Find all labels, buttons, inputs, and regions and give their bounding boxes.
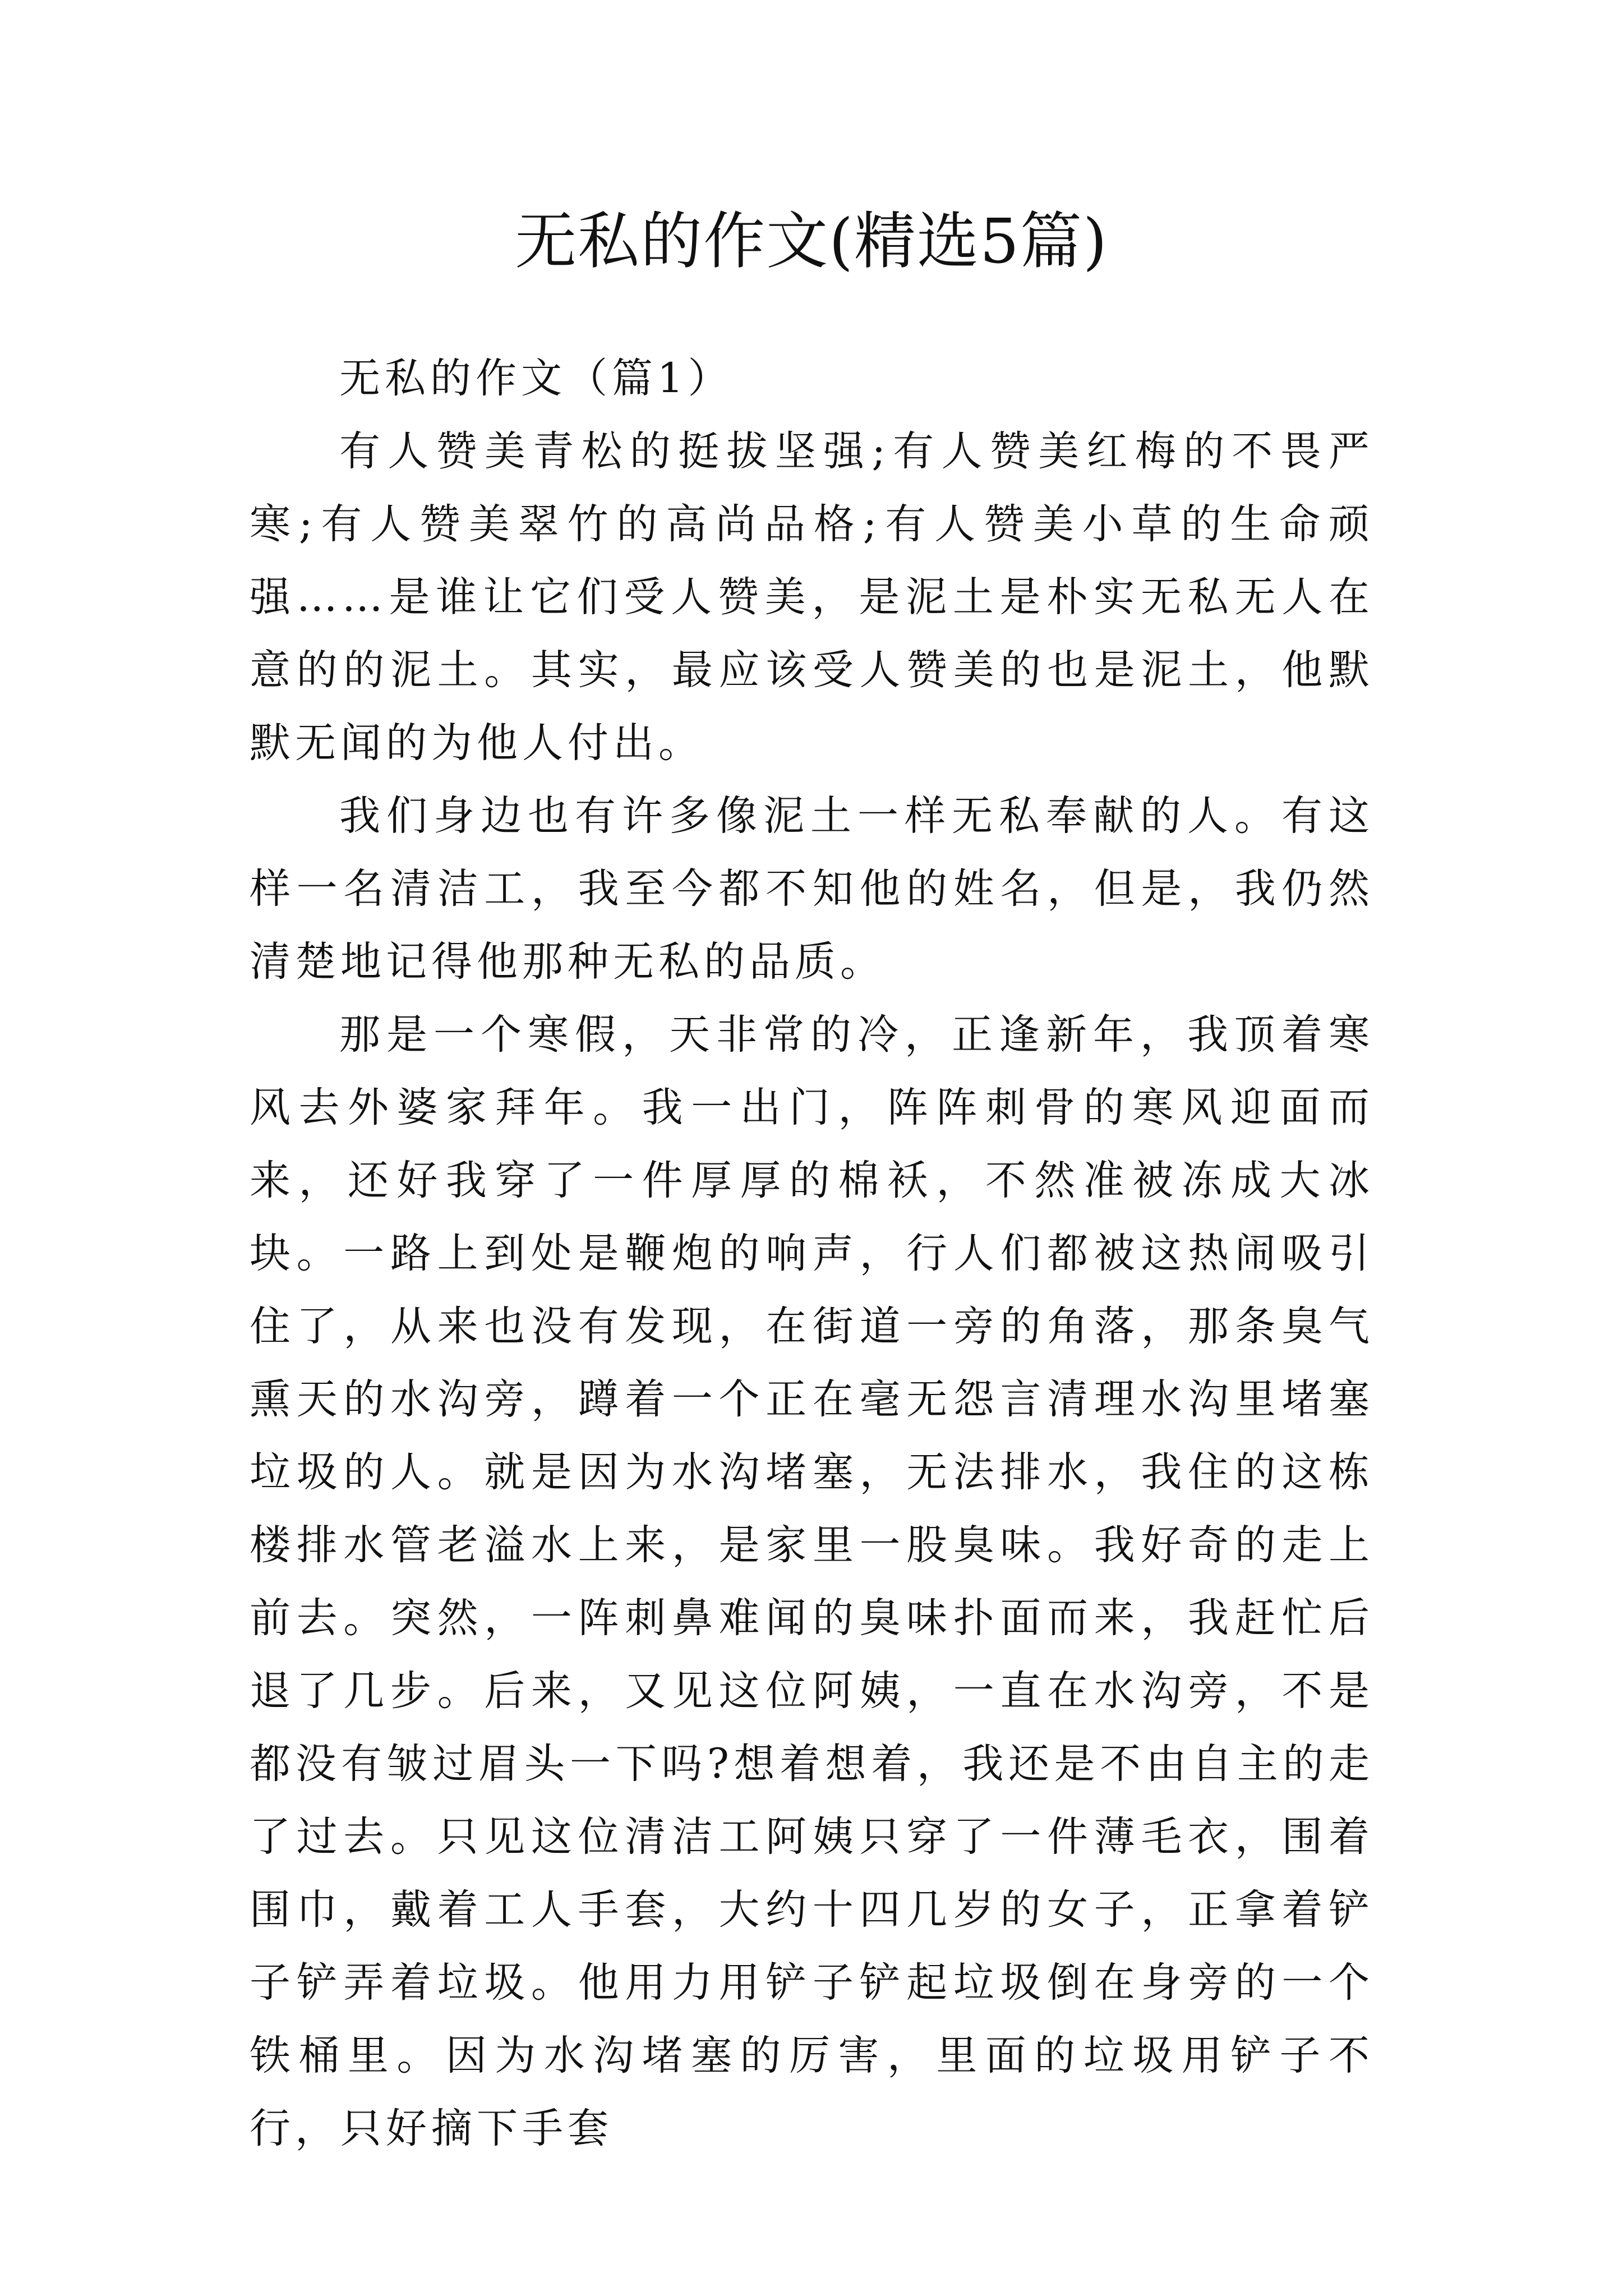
paragraph-1: 有人赞美青松的挺拔坚强;有人赞美红梅的不畏严寒;有人赞美翠竹的高尚品格;有人赞美小草的生命顽强……是谁让它们受人赞美，是泥土是朴实无私无人在意的的泥土。其实，最应该受人赞美的也是泥土，他默默无闻的为他人付出。 bbox=[250, 427, 1374, 767]
document-body bbox=[250, 342, 1374, 2165]
paragraph-2: 我们身边也有许多像泥土一样无私奉献的人。有这样一名清洁工，我至今都不知他的姓名，但是，我仍然清楚地记得他那种无私的品质。 bbox=[250, 792, 1374, 986]
paragraph-3: 那是一个寒假，天非常的冷，正逢新年，我顶着寒风去外婆家拜年。我一出门，阵阵刺骨的寒风迎面而来，还好我穿了一件厚厚的棉袄，不然准被冻成大冰块。一路上到处是鞭炮的响声，行人们都被这热闹吸引住了，从来也没有发现，在街道一旁的角落，那条臭气熏天的水沟旁，蹲着一个正在毫无怨言清理水沟里堵塞垃圾的人。就是因为水沟堵塞，无法排水，我住的这栋楼排水管老溢水上来，是家里一股臭味。我好奇的走上前去。突然，一阵刺鼻难闻的臭味扑面而来，我赶忙后退了几步。后来，又见这位阿姨，一直在水沟旁，不是都没有皱过眉头一下吗?想着想着，我还是不由自主的走了过去。只见这位清洁工阿姨只穿了一件薄毛衣，围着围巾，戴着工人手套，大约十四几岁的女子，正拿着铲子铲弄着垃圾。他用力用铲子铲起垃圾倒在身旁的一个铁桶里。因为水沟堵塞的厉害，里面的垃圾用铲子不行，只好摘下手套 bbox=[250, 1011, 1374, 2152]
section-heading: 无私的作文（篇1） bbox=[339, 355, 734, 402]
document-title: 无私的作文(精选5篇) bbox=[515, 205, 1108, 277]
